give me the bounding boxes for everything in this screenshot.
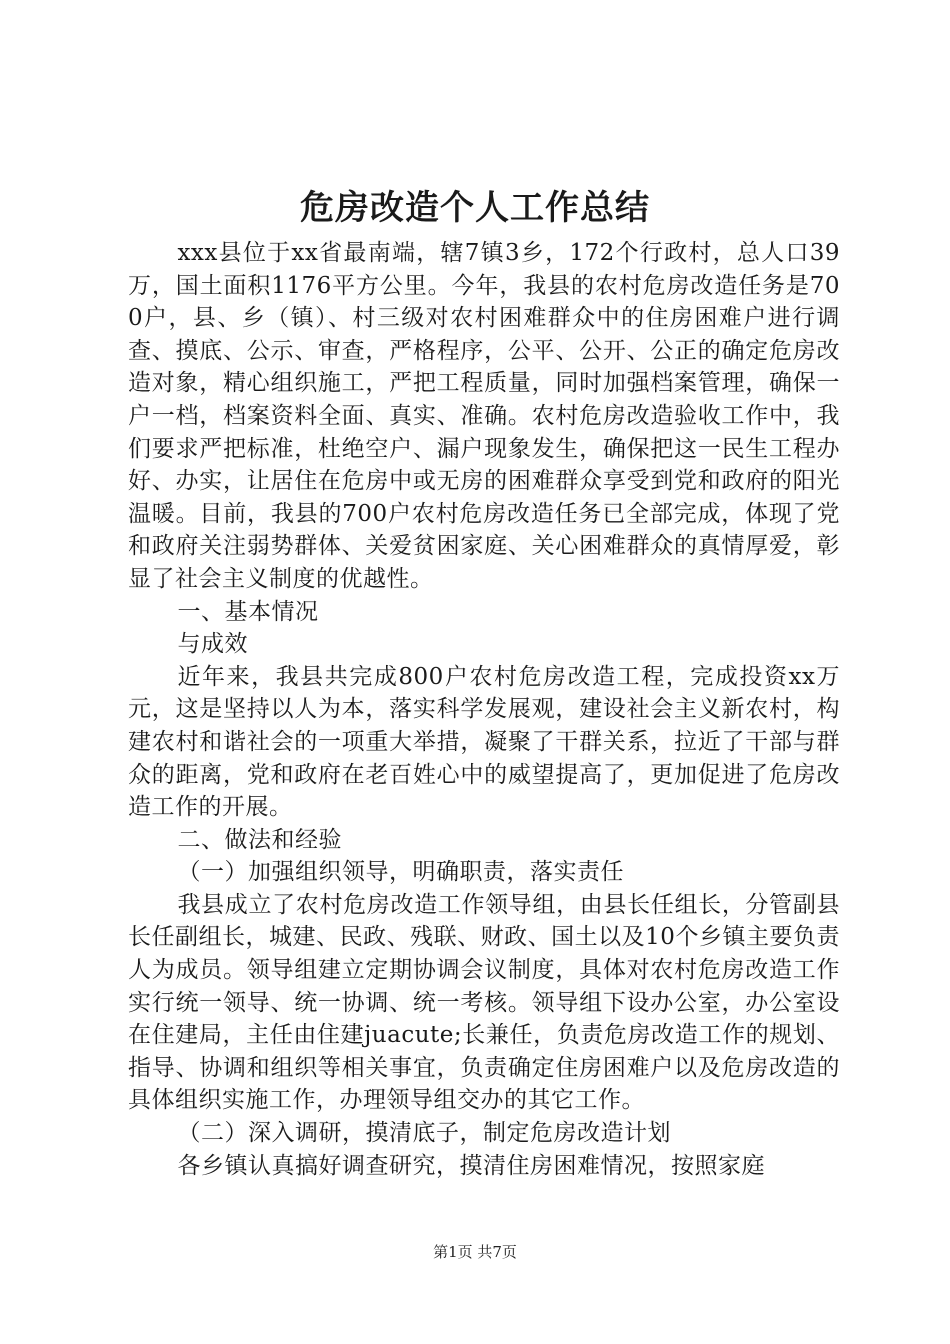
- paragraph-organization: 我县成立了农村危房改造工作领导组，由县长任组长，分管副县长任副组长，城建、民政、残联、财政、国土以及10个乡镇主要负责人为成员。领导组建立定期协调会议制度，具体对农村危房改造工作实行统一领导、统一协调、统一考核。领导组下设办公室，办公室设在住建局，主任由住建juacute;长兼任，负责危房改造工作的规划、指导、协调和组织等相关事宜，负责确定住房困难户以及危房改造的具体组织实施工作，办理领导组交办的其它工作。: [128, 891, 840, 1114]
- page-footer: 第1页 共7页: [433, 1243, 517, 1261]
- paragraph-results: 近年来，我县共完成800户农村危房改造工程，完成投资xx万元，这是坚持以人为本，落实科学发展观，建设社会主义新农村，构建农村和谐社会的一项重大举措，凝聚了干群关系，拉近了干部与群众的距离，党和政府在老百姓心中的威望提高了，更加促进了危房改造工作的开展。: [128, 663, 840, 821]
- section-heading-2: 二、做法和经验: [177, 826, 342, 853]
- subsection-heading-2: （二）深入调研，摸清底子，制定危房改造计划: [177, 1120, 671, 1147]
- paragraph-research: 各乡镇认真搞好调查研究，摸清住房困难情况，按照家庭: [177, 1152, 765, 1179]
- document-title: 危房改造个人工作总结: [300, 188, 650, 228]
- paragraph-intro: xxx县位于xx省最南端，辖7镇3乡，172个行政村，总人口39万，国土面积1176平方公里。今年，我县的农村危房改造任务是700户，县、乡（镇）、村三级对农村困难群众中的住房困难户进行调查、摸底、公示、审查，严格程序，公平、公开、公正的确定危房改造对象，精心组织施工，严把工程质量，同时加强档案管理，确保一户一档，档案资料全面、真实、准确。农村危房改造验收工作中，我们要求严把标准，杜绝空户、漏户现象发生，确保把这一民生工程办好、办实，让居住在危房中或无房的困难群众享受到党和政府的阳光温暖。目前，我县的700户农村危房改造任务已全部完成，体现了党和政府关注弱势群体、关爱贫困家庭、关心困难群众的真情厚爱，彰显了社会主义制度的优越性。: [128, 240, 840, 592]
- document-body: [128, 237, 840, 1182]
- section-heading-1-continued: 与成效: [177, 631, 248, 658]
- section-heading-1: 一、基本情况: [177, 598, 319, 625]
- subsection-heading-1: （一）加强组织领导，明确职责，落实责任: [177, 859, 624, 886]
